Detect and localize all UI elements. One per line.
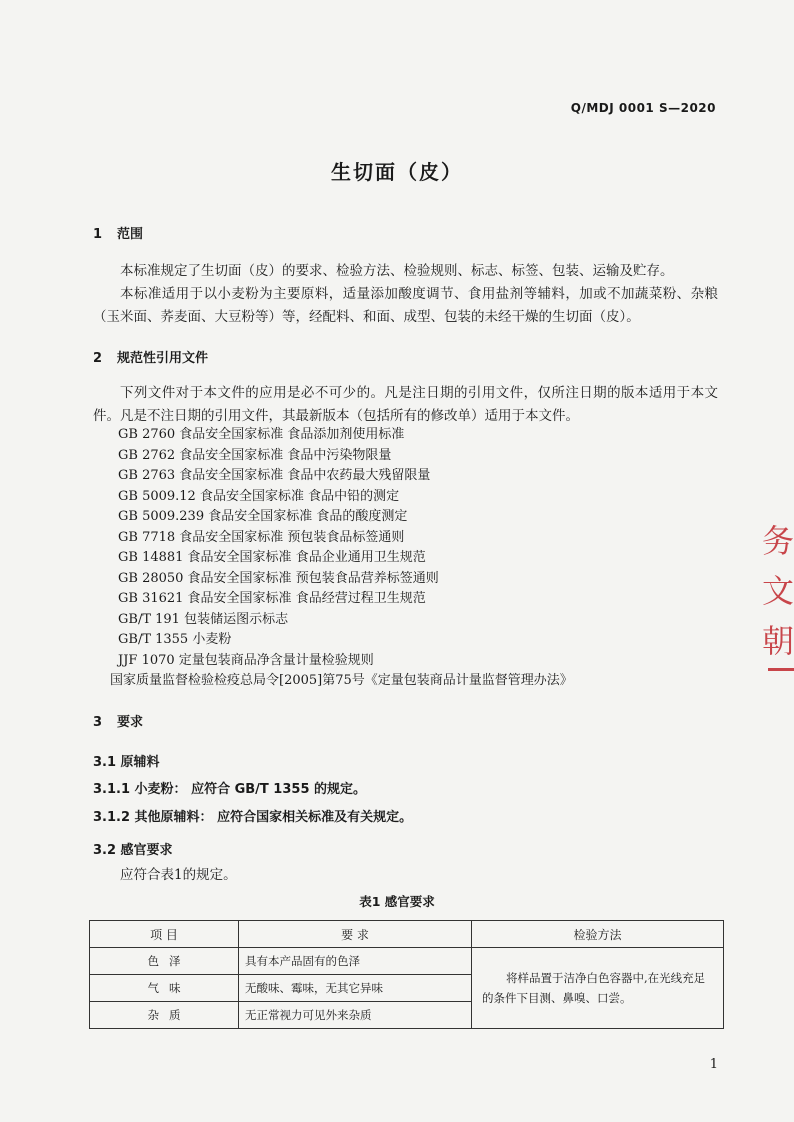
reference-item: 国家质量监督检验检疫总局令[2005]第75号《定量包装商品计量监督管理办法》 <box>110 673 573 688</box>
row-item: 杂质 <box>90 1002 239 1029</box>
reference-item: JJF 1070 定量包装商品净含量计量检验规则 <box>118 652 374 668</box>
section-title: 要求 <box>117 715 144 730</box>
stamp-text: 务文朝 <box>762 522 794 660</box>
section-1-paragraph-2: 本标准适用于以小麦粉为主要原料，适量添加酸度调节、食用盐剂等辅料，加或不加蔬菜粉、杂粮（玉米面、荞麦面、大豆粉等）等，经配料、和面、成型、包装的未经干燥的生切面（皮）。 <box>93 286 718 325</box>
section-3-heading <box>93 711 143 730</box>
header-method: 检验方法 <box>472 921 724 948</box>
page-number: 1 <box>709 1057 718 1072</box>
table-row <box>90 948 724 975</box>
section-1-paragraph-1: 本标准规定了生切面（皮）的要求、检验方法、检验规则、标志、标签、包装、运输及贮存。 <box>120 263 674 279</box>
reference-list <box>110 425 573 692</box>
row-requirement: 无正常视力可见外来杂质 <box>239 1002 472 1029</box>
header-requirement: 要 求 <box>239 921 472 948</box>
reference-item: GB 7718 食品安全国家标准 预包装食品标签通则 <box>118 529 405 545</box>
row-requirement: 无酸味、霉味，无其它异味 <box>239 975 472 1002</box>
document-title: 生切面（皮） <box>331 160 463 184</box>
reference-item: GB 31621 食品安全国家标准 食品经营过程卫生规范 <box>118 591 426 606</box>
subsection-3-1-1: 3.1.1 小麦粉： 应符合 GB/T 1355 的规定。 <box>93 782 367 797</box>
subsection-3-1-2: 3.1.2 其他原辅料： 应符合国家相关标准及有关规定。 <box>93 810 413 825</box>
row-item: 色泽 <box>90 948 239 975</box>
section-2-intro: 下列文件对于本文件的应用是必不可少的。凡是注日期的引用文件，仅所注日期的版本适用于本文件。凡是不注日期的引用文件，其最新版本（包括所有的修改单）适用于本文件。 <box>93 385 718 424</box>
table-caption: 表1 感官要求 <box>359 894 435 909</box>
section-title: 规范性引用文件 <box>117 351 209 366</box>
subsection-3-1: 3.1 原辅料 <box>93 755 160 770</box>
reference-item: GB 5009.12 食品安全国家标准 食品中铅的测定 <box>118 488 400 504</box>
reference-item: GB 2760 食品安全国家标准 食品添加剂使用标准 <box>118 427 405 442</box>
reference-item: GB 28050 食品安全国家标准 预包装食品营养标签通则 <box>118 570 439 586</box>
stamp-bar <box>768 668 794 671</box>
section-2-heading <box>93 347 208 366</box>
row-item: 气味 <box>90 975 239 1002</box>
reference-item: GB/T 191 包装储运图示标志 <box>118 611 289 627</box>
reference-item: GB/T 1355 小麦粉 <box>118 632 232 647</box>
row-requirement: 具有本产品固有的色泽 <box>239 948 472 975</box>
red-seal-stamp <box>762 516 794 676</box>
reference-item: GB 2762 食品安全国家标准 食品中污染物限量 <box>118 447 392 463</box>
section-title: 范围 <box>117 227 144 242</box>
table-header-row <box>90 921 724 948</box>
subsection-3-2-text: 应符合表1的规定。 <box>120 867 237 883</box>
method-cell: 将样品置于洁净白色容器中,在光线充足的条件下目测、鼻嗅、口尝。 <box>472 948 724 1029</box>
reference-item: GB 14881 食品安全国家标准 食品企业通用卫生规范 <box>118 550 426 565</box>
section-1-heading <box>93 223 143 242</box>
section-number: 2 <box>93 351 103 366</box>
sensory-requirements-table <box>89 920 724 1029</box>
subsection-3-2: 3.2 感官要求 <box>93 843 173 858</box>
reference-item: GB 5009.239 食品安全国家标准 食品的酸度测定 <box>118 509 408 524</box>
header-item: 项 目 <box>90 921 239 948</box>
reference-item: GB 2763 食品安全国家标准 食品中农药最大残留限量 <box>118 468 431 483</box>
standard-code: Q/MDJ 0001 S—2020 <box>570 101 716 115</box>
section-number: 3 <box>93 715 103 730</box>
section-number: 1 <box>93 227 103 242</box>
